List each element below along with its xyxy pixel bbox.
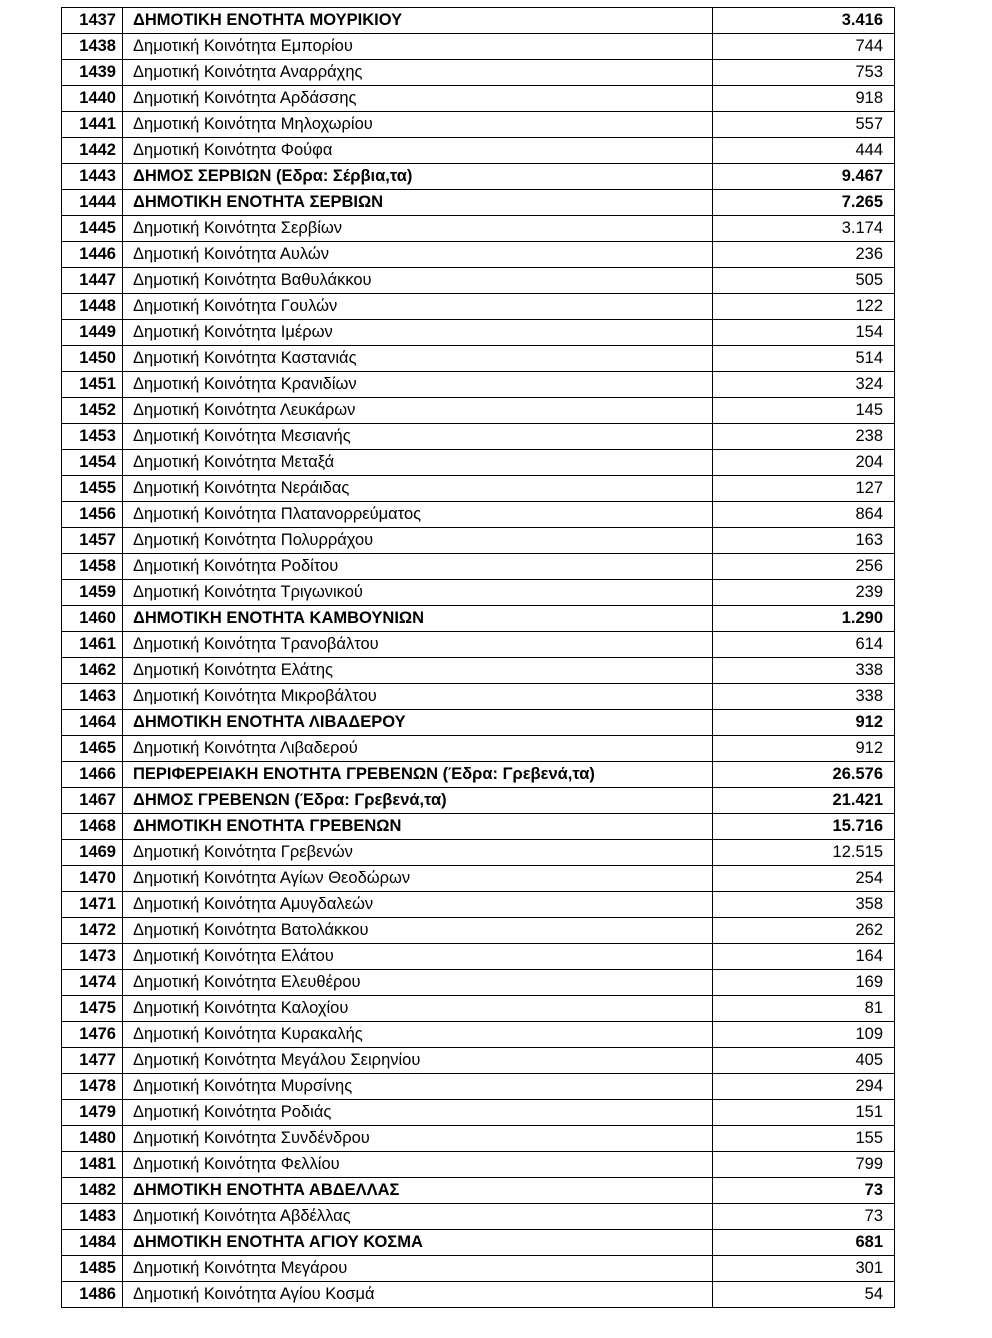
row-population: 163 [713, 528, 895, 554]
row-name: Δημοτική Κοινότητα Μεταξά [123, 450, 713, 476]
row-code: 1454 [62, 450, 123, 476]
table-row [62, 112, 895, 138]
row-population: 254 [713, 866, 895, 892]
table-row [62, 1126, 895, 1152]
row-name: Δημοτική Κοινότητα Αμυγδαλεών [123, 892, 713, 918]
table-row [62, 684, 895, 710]
table-row [62, 1178, 895, 1204]
table-row [62, 372, 895, 398]
row-code: 1483 [62, 1204, 123, 1230]
row-population: 918 [713, 86, 895, 112]
row-code: 1469 [62, 840, 123, 866]
row-name: Δημοτική Κοινότητα Αγίων Θεοδώρων [123, 866, 713, 892]
row-name: Δημοτική Κοινότητα Σερβίων [123, 216, 713, 242]
row-code: 1465 [62, 736, 123, 762]
table-row [62, 892, 895, 918]
table-row [62, 736, 895, 762]
row-population: 155 [713, 1126, 895, 1152]
row-population: 912 [713, 736, 895, 762]
table-row [62, 86, 895, 112]
table-row [62, 632, 895, 658]
table-row [62, 814, 895, 840]
row-population: 912 [713, 710, 895, 736]
row-population: 358 [713, 892, 895, 918]
table-row [62, 866, 895, 892]
row-population: 3.174 [713, 216, 895, 242]
row-population: 262 [713, 918, 895, 944]
row-code: 1445 [62, 216, 123, 242]
row-code: 1458 [62, 554, 123, 580]
table-row [62, 398, 895, 424]
row-code: 1443 [62, 164, 123, 190]
row-code: 1452 [62, 398, 123, 424]
row-population: 505 [713, 268, 895, 294]
table-row [62, 1282, 895, 1308]
row-code: 1441 [62, 112, 123, 138]
row-population: 81 [713, 996, 895, 1022]
row-population: 145 [713, 398, 895, 424]
row-name: ΔΗΜΟΣ ΣΕΡΒΙΩΝ (Εδρα: Σέρβια,τα) [123, 164, 713, 190]
row-code: 1481 [62, 1152, 123, 1178]
row-code: 1476 [62, 1022, 123, 1048]
table-row [62, 1230, 895, 1256]
row-population: 3.416 [713, 8, 895, 34]
row-name: Δημοτική Κοινότητα Βατολάκκου [123, 918, 713, 944]
table-row [62, 1048, 895, 1074]
row-code: 1473 [62, 944, 123, 970]
row-population: 73 [713, 1178, 895, 1204]
table-row [62, 1074, 895, 1100]
row-code: 1447 [62, 268, 123, 294]
table-row [62, 944, 895, 970]
row-code: 1479 [62, 1100, 123, 1126]
row-name: Δημοτική Κοινότητα Κρανιδίων [123, 372, 713, 398]
row-name: Δημοτική Κοινότητα Καλοχίου [123, 996, 713, 1022]
row-name: ΔΗΜΟΤΙΚΗ ΕΝΟΤΗΤΑ ΓΡΕΒΕΝΩΝ [123, 814, 713, 840]
row-code: 1455 [62, 476, 123, 502]
row-name: ΔΗΜΟΤΙΚΗ ΕΝΟΤΗΤΑ ΑΒΔΕΛΛΑΣ [123, 1178, 713, 1204]
table-row [62, 970, 895, 996]
table-row [62, 762, 895, 788]
row-name: Δημοτική Κοινότητα Τρανοβάλτου [123, 632, 713, 658]
table-row [62, 918, 895, 944]
row-population: 21.421 [713, 788, 895, 814]
row-code: 1451 [62, 372, 123, 398]
row-code: 1457 [62, 528, 123, 554]
row-name: Δημοτική Κοινότητα Λιβαδερού [123, 736, 713, 762]
row-code: 1439 [62, 60, 123, 86]
row-name: Δημοτική Κοινότητα Γουλών [123, 294, 713, 320]
row-name: Δημοτική Κοινότητα Αβδέλλας [123, 1204, 713, 1230]
row-population: 204 [713, 450, 895, 476]
table-row [62, 294, 895, 320]
table-row [62, 606, 895, 632]
row-population: 681 [713, 1230, 895, 1256]
row-name: Δημοτική Κοινότητα Ελάτης [123, 658, 713, 684]
row-name: Δημοτική Κοινότητα Μηλοχωρίου [123, 112, 713, 138]
table-row [62, 710, 895, 736]
row-name: ΔΗΜΟΤΙΚΗ ΕΝΟΤΗΤΑ ΑΓΙΟΥ ΚΟΣΜΑ [123, 1230, 713, 1256]
row-code: 1444 [62, 190, 123, 216]
table-row [62, 658, 895, 684]
row-name: Δημοτική Κοινότητα Καστανιάς [123, 346, 713, 372]
row-name: ΔΗΜΟΤΙΚΗ ΕΝΟΤΗΤΑ ΜΟΥΡΙΚΙΟΥ [123, 8, 713, 34]
row-name: Δημοτική Κοινότητα Εμπορίου [123, 34, 713, 60]
row-name: Δημοτική Κοινότητα Μεσιανής [123, 424, 713, 450]
table-row [62, 190, 895, 216]
row-population: 405 [713, 1048, 895, 1074]
row-name: Δημοτική Κοινότητα Τριγωνικού [123, 580, 713, 606]
row-name: Δημοτική Κοινότητα Αρδάσσης [123, 86, 713, 112]
population-table [61, 7, 895, 1308]
row-code: 1442 [62, 138, 123, 164]
row-population: 127 [713, 476, 895, 502]
table-row [62, 450, 895, 476]
table-row [62, 424, 895, 450]
row-population: 256 [713, 554, 895, 580]
table-row [62, 60, 895, 86]
row-population: 169 [713, 970, 895, 996]
row-population: 9.467 [713, 164, 895, 190]
row-name: Δημοτική Κοινότητα Γρεβενών [123, 840, 713, 866]
row-code: 1486 [62, 1282, 123, 1308]
table-row [62, 788, 895, 814]
row-name: Δημοτική Κοινότητα Συνδένδρου [123, 1126, 713, 1152]
table-body [62, 8, 895, 1308]
row-code: 1470 [62, 866, 123, 892]
table-row [62, 580, 895, 606]
table-row [62, 242, 895, 268]
row-population: 301 [713, 1256, 895, 1282]
row-code: 1464 [62, 710, 123, 736]
row-name: Δημοτική Κοινότητα Ιμέρων [123, 320, 713, 346]
row-code: 1480 [62, 1126, 123, 1152]
row-code: 1449 [62, 320, 123, 346]
row-code: 1482 [62, 1178, 123, 1204]
table-row [62, 1100, 895, 1126]
row-code: 1485 [62, 1256, 123, 1282]
table-row [62, 996, 895, 1022]
row-population: 324 [713, 372, 895, 398]
row-name: Δημοτική Κοινότητα Ελάτου [123, 944, 713, 970]
row-population: 15.716 [713, 814, 895, 840]
row-name: Δημοτική Κοινότητα Νεράιδας [123, 476, 713, 502]
row-population: 122 [713, 294, 895, 320]
row-name: ΔΗΜΟΤΙΚΗ ΕΝΟΤΗΤΑ ΛΙΒΑΔΕΡΟΥ [123, 710, 713, 736]
row-code: 1467 [62, 788, 123, 814]
row-population: 799 [713, 1152, 895, 1178]
row-population: 338 [713, 658, 895, 684]
row-name: Δημοτική Κοινότητα Φούφα [123, 138, 713, 164]
row-code: 1450 [62, 346, 123, 372]
table-row [62, 216, 895, 242]
row-name: Δημοτική Κοινότητα Αυλών [123, 242, 713, 268]
row-name: Δημοτική Κοινότητα Μεγάρου [123, 1256, 713, 1282]
row-code: 1456 [62, 502, 123, 528]
row-population: 73 [713, 1204, 895, 1230]
table-row [62, 1204, 895, 1230]
row-code: 1471 [62, 892, 123, 918]
row-code: 1437 [62, 8, 123, 34]
table-row [62, 502, 895, 528]
row-code: 1463 [62, 684, 123, 710]
table-row [62, 1152, 895, 1178]
row-code: 1462 [62, 658, 123, 684]
row-code: 1440 [62, 86, 123, 112]
row-population: 514 [713, 346, 895, 372]
row-name: Δημοτική Κοινότητα Αγίου Κοσμά [123, 1282, 713, 1308]
row-code: 1475 [62, 996, 123, 1022]
row-name: Δημοτική Κοινότητα Πολυρράχου [123, 528, 713, 554]
row-population: 54 [713, 1282, 895, 1308]
document-page [61, 7, 894, 1308]
row-code: 1460 [62, 606, 123, 632]
row-population: 444 [713, 138, 895, 164]
table-row [62, 346, 895, 372]
row-population: 744 [713, 34, 895, 60]
row-population: 557 [713, 112, 895, 138]
row-code: 1448 [62, 294, 123, 320]
row-code: 1466 [62, 762, 123, 788]
row-population: 294 [713, 1074, 895, 1100]
table-row [62, 1256, 895, 1282]
row-population: 154 [713, 320, 895, 346]
table-row [62, 554, 895, 580]
table-row [62, 268, 895, 294]
row-name: Δημοτική Κοινότητα Μεγάλου Σειρηνίου [123, 1048, 713, 1074]
table-row [62, 8, 895, 34]
row-name: Δημοτική Κοινότητα Κυρακαλής [123, 1022, 713, 1048]
row-population: 338 [713, 684, 895, 710]
table-row [62, 1022, 895, 1048]
table-row [62, 320, 895, 346]
row-population: 753 [713, 60, 895, 86]
row-name: Δημοτική Κοινότητα Φελλίου [123, 1152, 713, 1178]
row-name: Δημοτική Κοινότητα Αναρράχης [123, 60, 713, 86]
table-row [62, 528, 895, 554]
row-population: 614 [713, 632, 895, 658]
row-population: 26.576 [713, 762, 895, 788]
row-code: 1461 [62, 632, 123, 658]
row-code: 1478 [62, 1074, 123, 1100]
row-population: 236 [713, 242, 895, 268]
row-name: Δημοτική Κοινότητα Λευκάρων [123, 398, 713, 424]
row-name: ΔΗΜΟΤΙΚΗ ΕΝΟΤΗΤΑ ΣΕΡΒΙΩΝ [123, 190, 713, 216]
row-name: Δημοτική Κοινότητα Ελευθέρου [123, 970, 713, 996]
row-name: Δημοτική Κοινότητα Ροδιάς [123, 1100, 713, 1126]
table-row [62, 476, 895, 502]
row-code: 1484 [62, 1230, 123, 1256]
row-name: Δημοτική Κοινότητα Μυρσίνης [123, 1074, 713, 1100]
row-population: 151 [713, 1100, 895, 1126]
row-name: ΠΕΡΙΦΕΡΕΙΑΚΗ ΕΝΟΤΗΤΑ ΓΡΕΒΕΝΩΝ (Έδρα: Γρεβενά,τα) [123, 762, 713, 788]
row-population: 239 [713, 580, 895, 606]
row-population: 7.265 [713, 190, 895, 216]
row-name: ΔΗΜΟΤΙΚΗ ΕΝΟΤΗΤΑ ΚΑΜΒΟΥΝΙΩΝ [123, 606, 713, 632]
row-population: 164 [713, 944, 895, 970]
row-population: 238 [713, 424, 895, 450]
row-name: Δημοτική Κοινότητα Ροδίτου [123, 554, 713, 580]
table-row [62, 840, 895, 866]
row-population: 109 [713, 1022, 895, 1048]
table-row [62, 164, 895, 190]
row-name: Δημοτική Κοινότητα Μικροβάλτου [123, 684, 713, 710]
table-row [62, 138, 895, 164]
row-code: 1477 [62, 1048, 123, 1074]
row-name: ΔΗΜΟΣ ΓΡΕΒΕΝΩΝ (Έδρα: Γρεβενά,τα) [123, 788, 713, 814]
row-code: 1453 [62, 424, 123, 450]
table-row [62, 34, 895, 60]
row-code: 1474 [62, 970, 123, 996]
row-population: 1.290 [713, 606, 895, 632]
row-code: 1468 [62, 814, 123, 840]
row-code: 1459 [62, 580, 123, 606]
row-population: 12.515 [713, 840, 895, 866]
row-code: 1438 [62, 34, 123, 60]
row-name: Δημοτική Κοινότητα Πλατανορρεύματος [123, 502, 713, 528]
row-name: Δημοτική Κοινότητα Βαθυλάκκου [123, 268, 713, 294]
row-population: 864 [713, 502, 895, 528]
row-code: 1446 [62, 242, 123, 268]
row-code: 1472 [62, 918, 123, 944]
